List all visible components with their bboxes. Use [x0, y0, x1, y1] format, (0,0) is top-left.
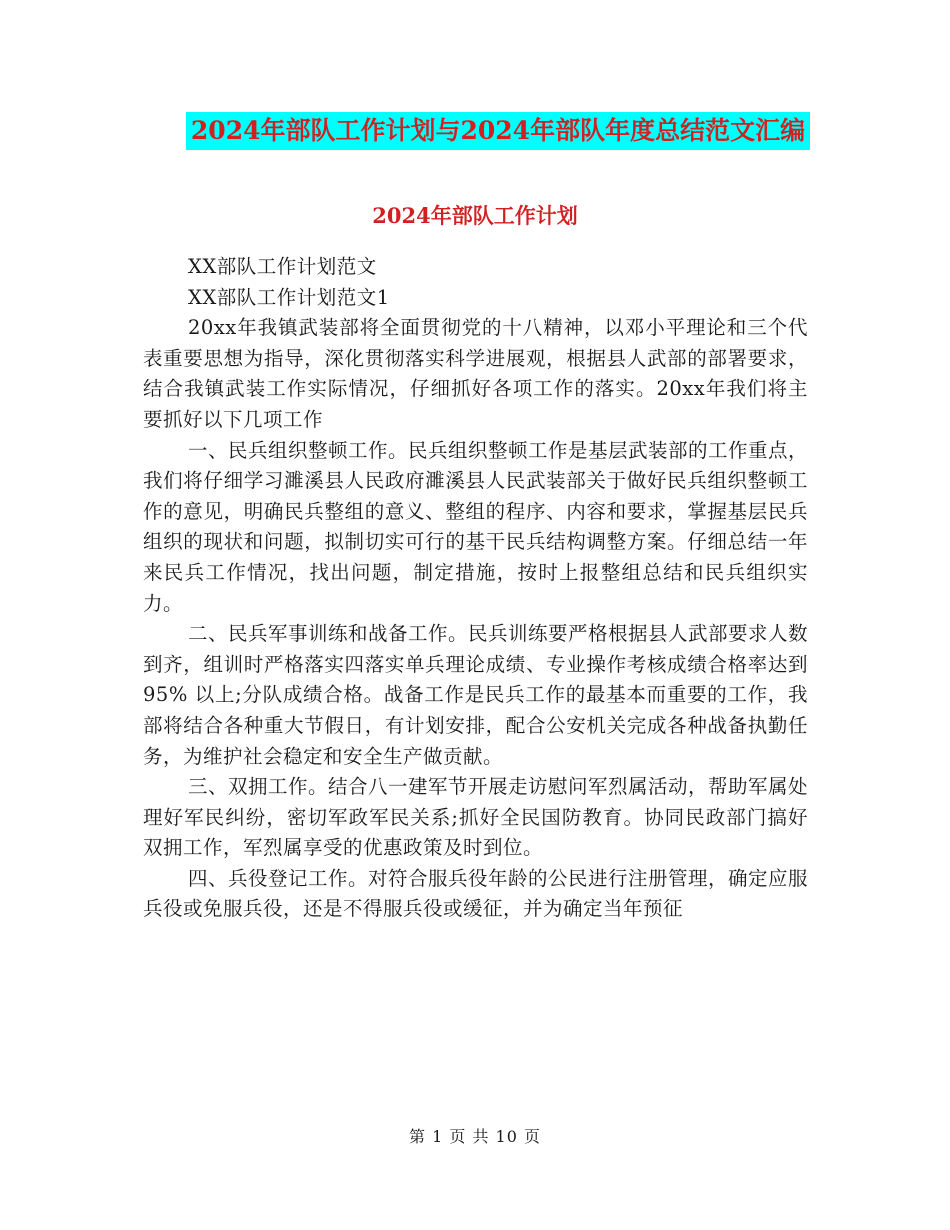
- document-title: 2024年部队工作计划与2024年部队年度总结范文汇编: [186, 112, 810, 150]
- page-footer: 第 1 页 共 10 页: [409, 1127, 541, 1146]
- paragraph: 一、民兵组织整顿工作。民兵组织整顿工作是基层武装部的工作重点，我们将仔细学习濉溪县人民政府濉溪县人民武装部关于做好民兵组织整顿工作的意见，明确民兵整组的意义、整组的程序、内容和要求，掌握基层民兵组织的现状和问题，拟制切实可行的基干民兵结构调整方案。仔细总结一年来民兵工作情况，找出问题，制定措施，按时上报整组总结和民兵组织实力。: [143, 438, 809, 615]
- paragraph: 三、双拥工作。结合八一建军节开展走访慰问军烈属活动，帮助军属处理好军民纠纷，密切军政军民关系;抓好全民国防教育。协同民政部门搞好双拥工作，军烈属享受的优惠政策及时到位。: [143, 775, 809, 860]
- paragraph: 二、民兵军事训练和战备工作。民兵训练要严格根据县人武部要求人数到齐，组训时严格落实四落实单兵理论成绩、专业操作考核成绩合格率达到95% 以上;分队成绩合格。战备工作是民兵工作的最基本而重要的工作，我部将结合各种重大节假日，有计划安排，配合公安机关完成各种战备执勤任务，为维护社会稳定和安全生产做贡献。: [143, 622, 809, 768]
- paragraph: XX部队工作计划范文: [188, 255, 377, 278]
- paragraph: 20xx年我镇武装部将全面贯彻党的十八精神，以邓小平理论和三个代表重要思想为指导，深化贯彻落实科学进展观，根据县人武部的部署要求，结合我镇武装工作实际情况，仔细抓好各项工作的落实。20xx年我们将主要抓好以下几项工作: [143, 316, 808, 431]
- paragraph: XX部队工作计划范文1: [188, 285, 390, 309]
- document-body: [143, 252, 808, 925]
- section-title: 2024年部队工作计划: [372, 203, 578, 228]
- paragraph: 四、兵役登记工作。对符合服兵役年龄的公民进行注册管理，确定应服兵役或免服兵役，还是不得服兵役或缓征，并为确定当年预征: [143, 866, 809, 921]
